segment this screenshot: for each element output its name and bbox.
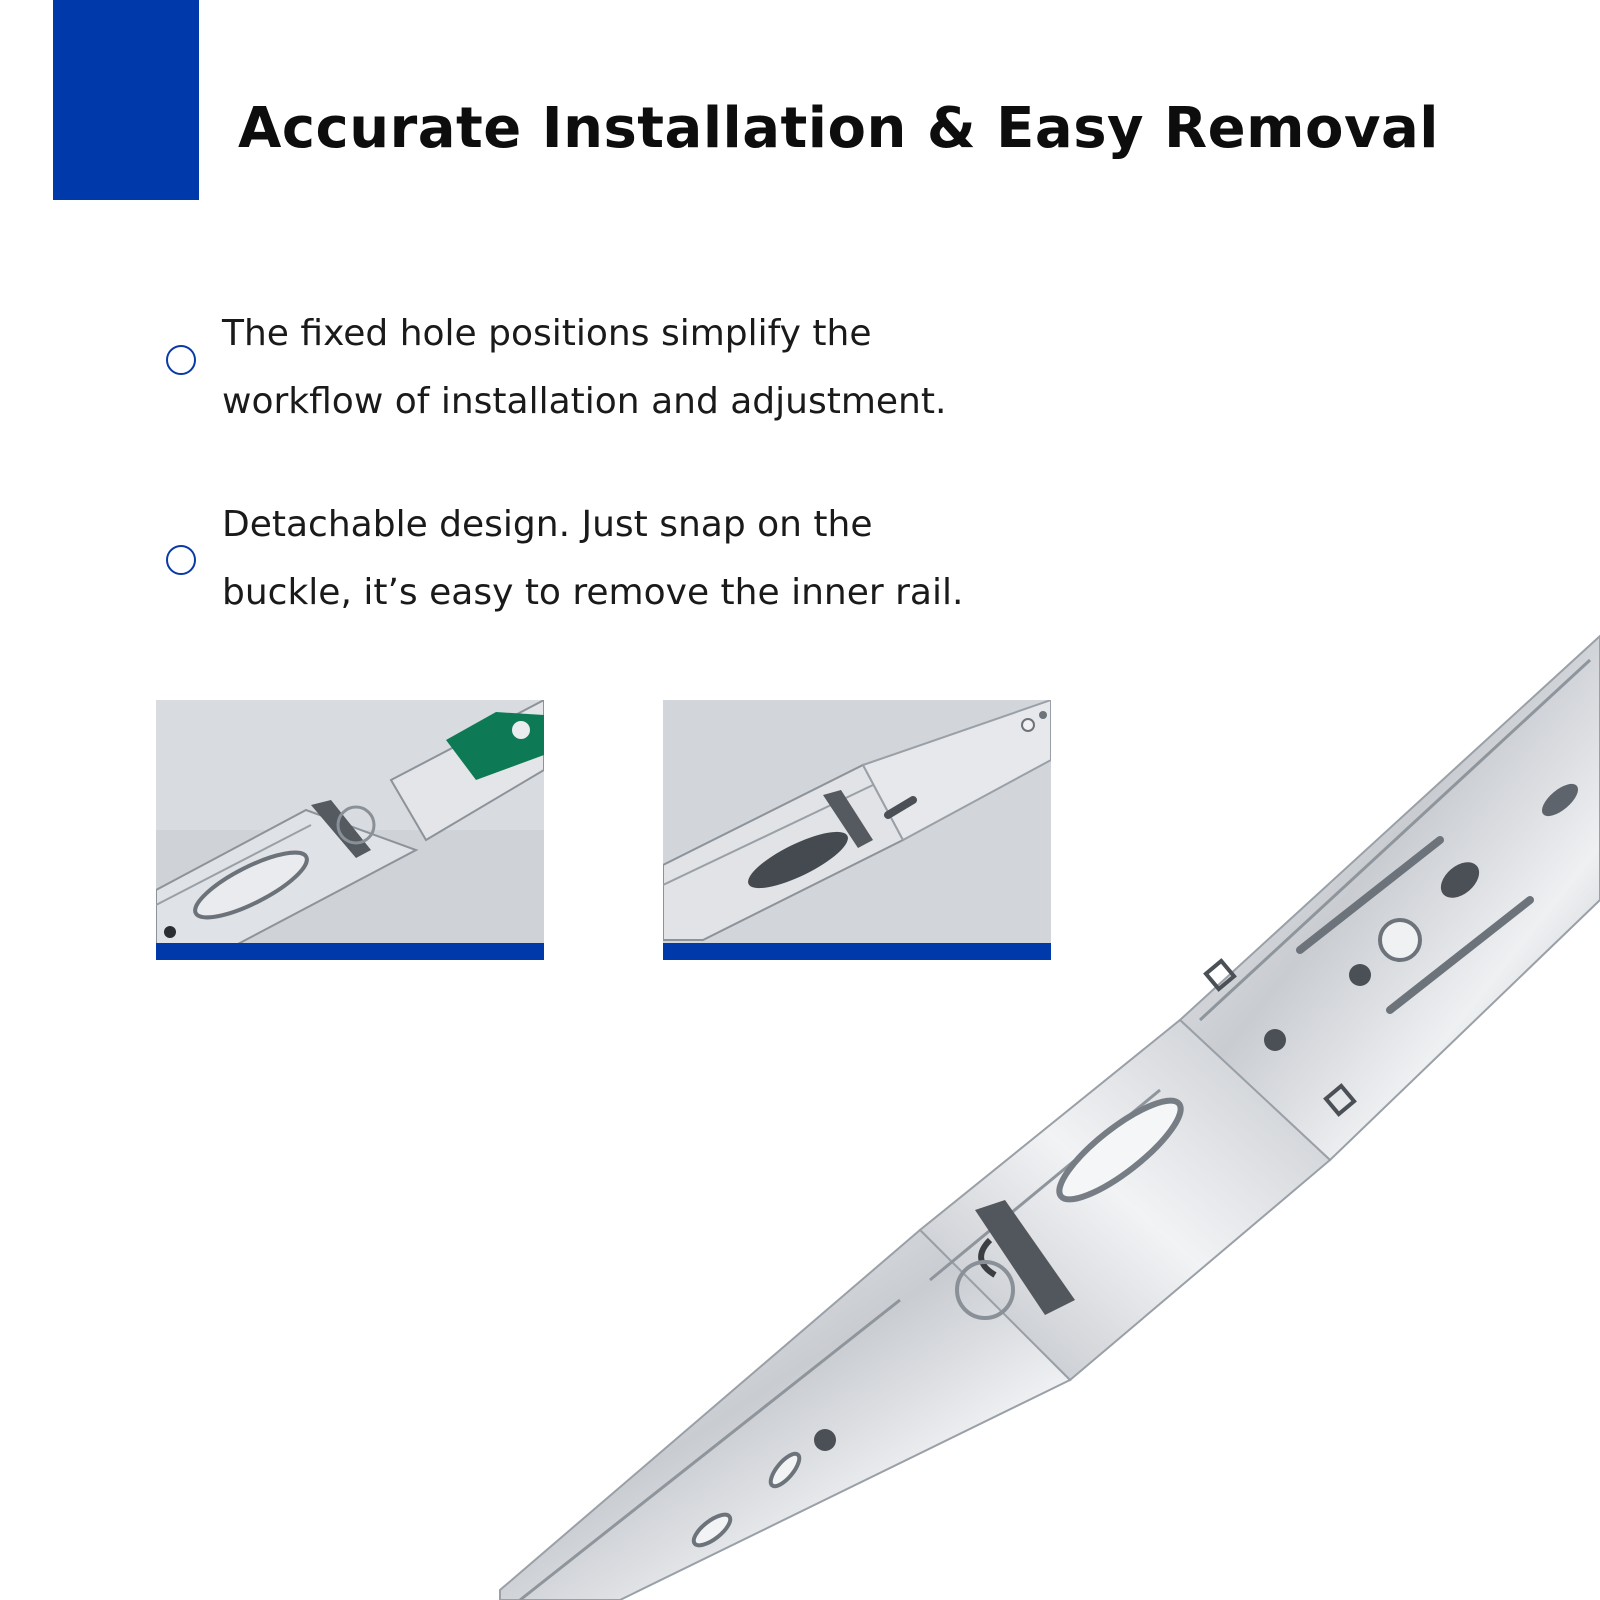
page-title: Accurate Installation & Easy Removal	[238, 96, 1439, 161]
feature-text-line: Detachable design. Just snap on the	[222, 504, 873, 545]
thumbnail-accent-bar	[663, 943, 1051, 960]
feature-item	[222, 491, 1102, 627]
feature-text-line: workflow of installation and adjustment.	[222, 381, 947, 422]
circle-outline-icon	[166, 345, 196, 375]
feature-text-line: buckle, it’s easy to remove the inner rail.	[222, 572, 964, 613]
thumbnail-accent-bar	[156, 943, 544, 960]
feature-item	[222, 300, 1102, 436]
detail-photo-connected-rails	[663, 700, 1051, 960]
feature-text-line: The fixed hole positions simplify the	[222, 313, 872, 354]
circle-outline-icon	[166, 545, 196, 575]
accent-block	[53, 0, 199, 200]
detail-photo-separated-rails	[156, 700, 544, 960]
